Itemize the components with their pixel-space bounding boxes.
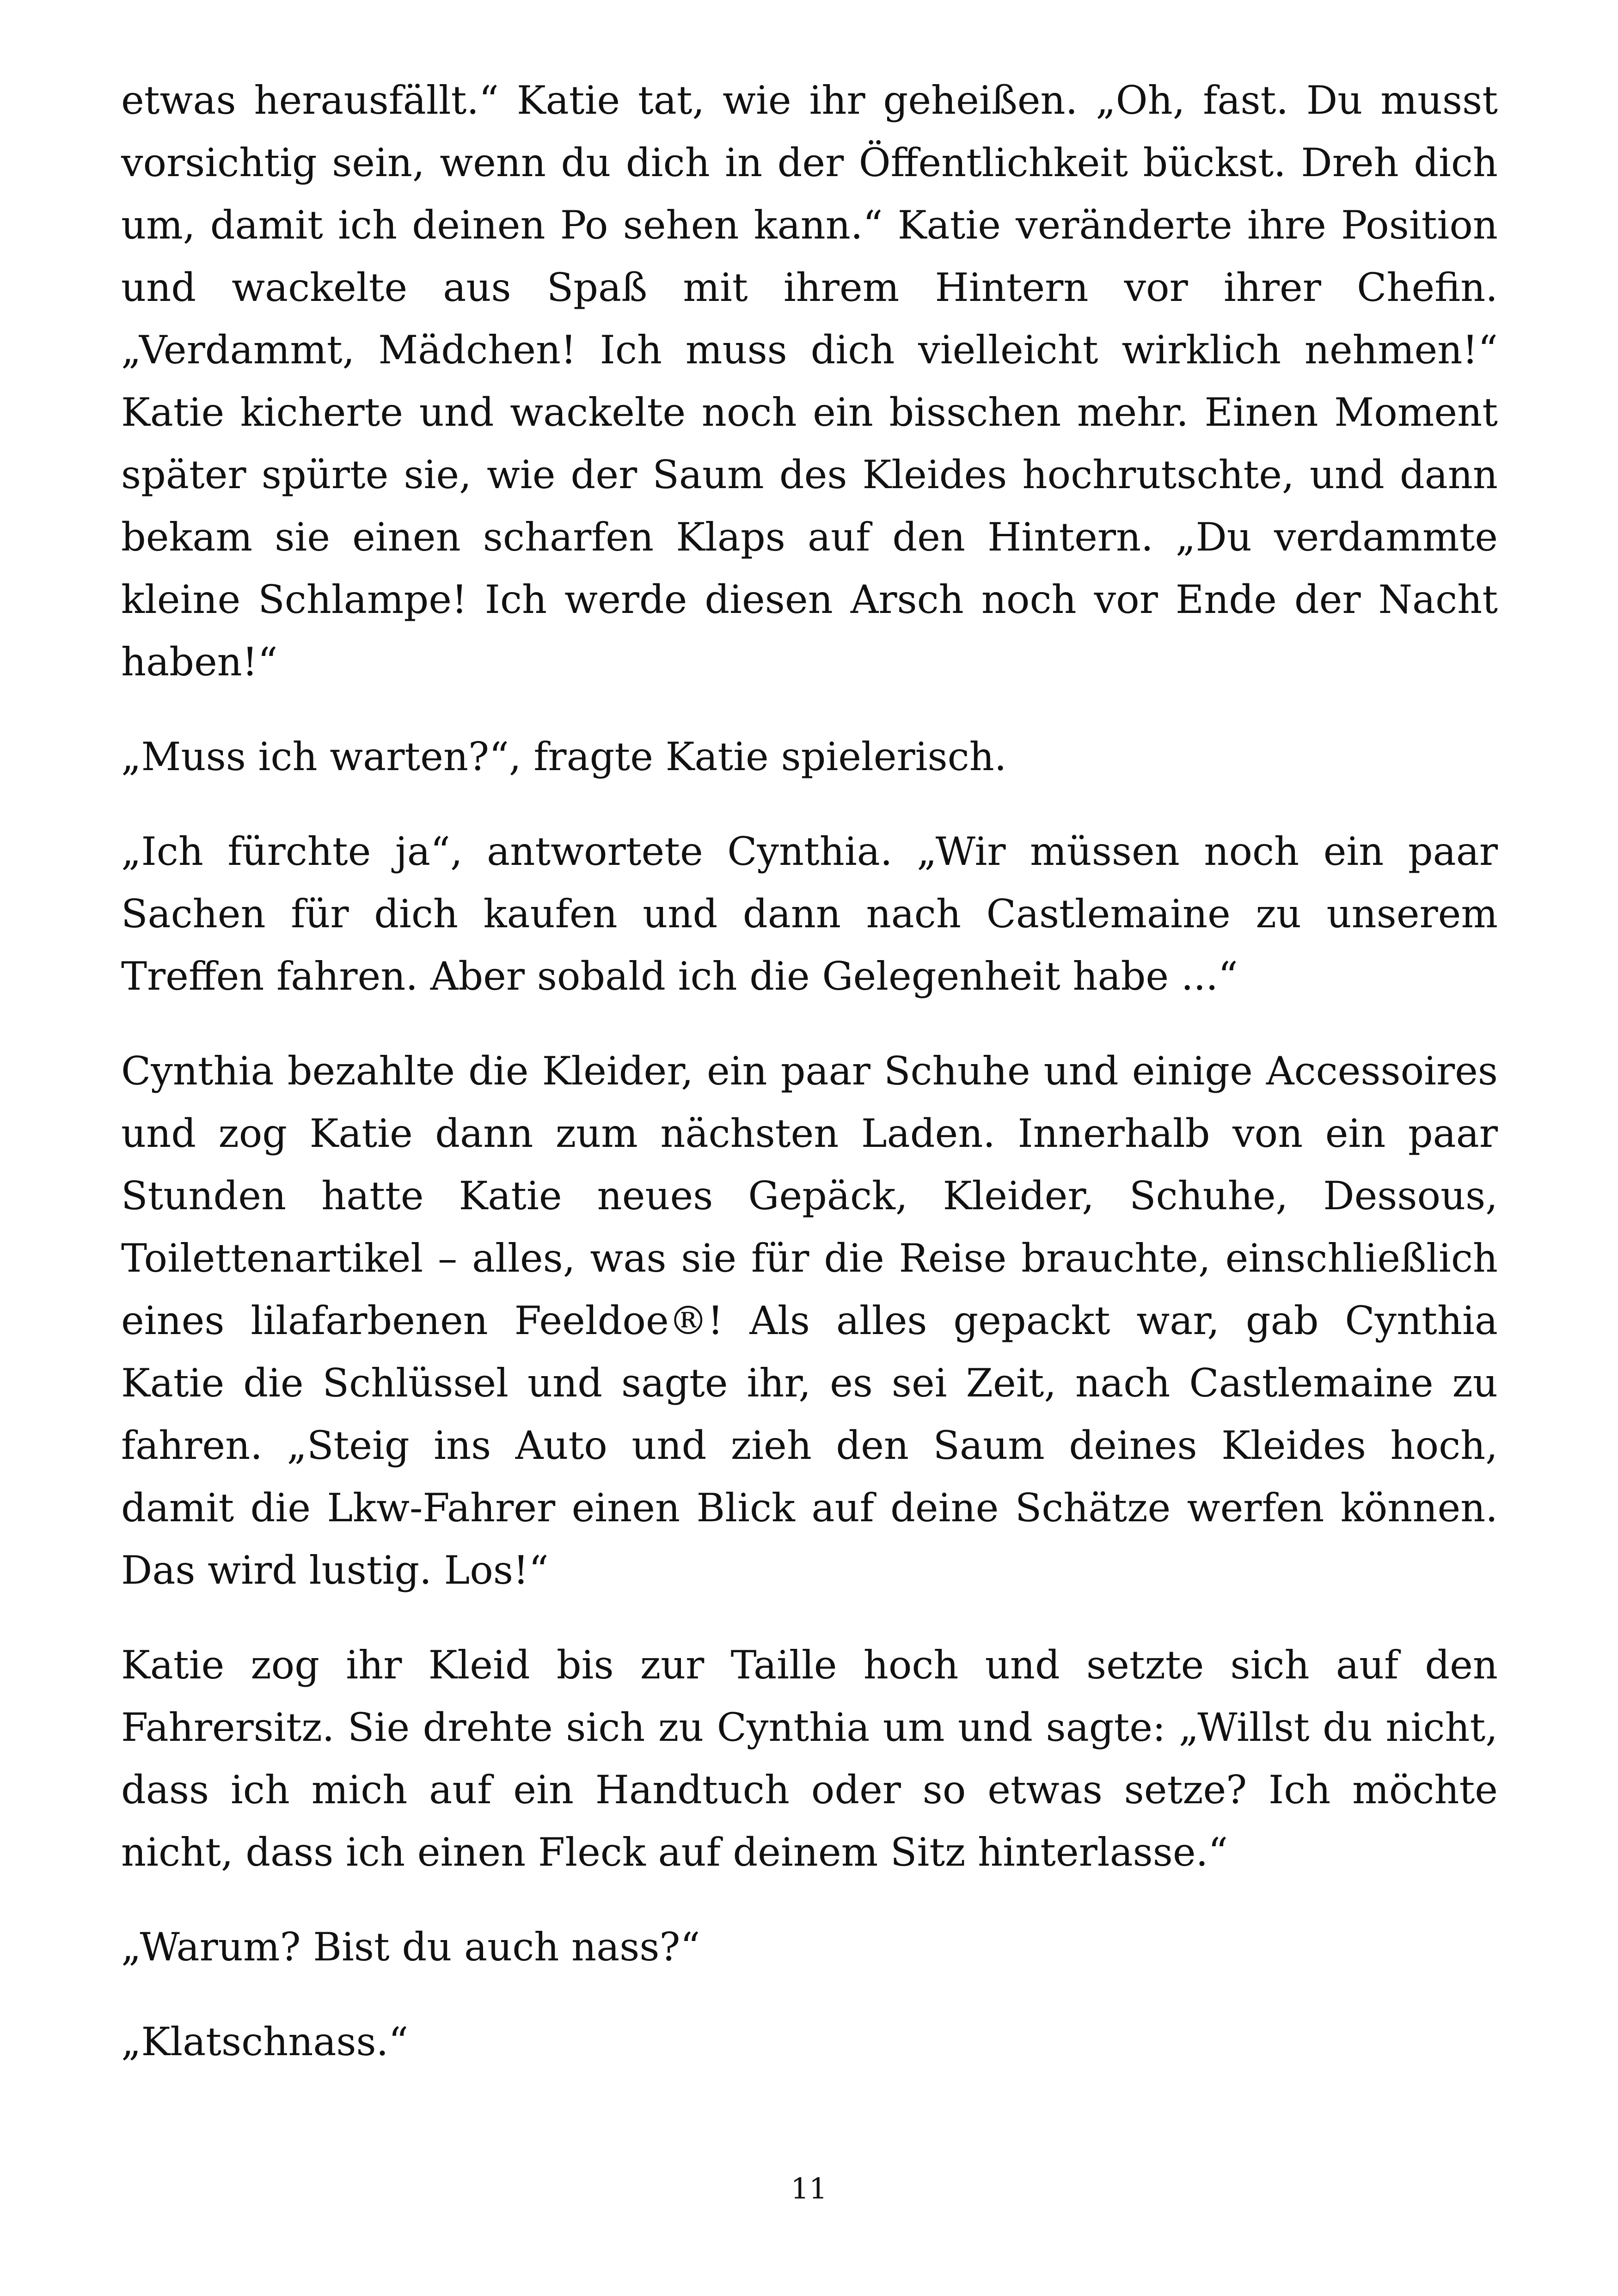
paragraph-2: „Muss ich warten?“, fragte Katie spielerisch. <box>121 734 1007 779</box>
page-number: 11 <box>791 2172 827 2205</box>
paragraph-4: Cynthia bezahlte die Kleider, ein paar Schuhe und einige Accessoires und zog Katie dann zum nächsten Laden. Innerhalb von ein paar Stunden hatte Katie neues Gepäck, Kleider, Schuhe, Dessous, Toilettenartikel – alles, was sie für die Reise brauchte, einschließlich eines lilafarbenen Feeldoe®! Als alles gepackt war, gab Cynthia Katie die Schlüssel und sagte ihr, es sei Zeit, nach Castlemaine zu fahren. „Steig ins Auto und zieh den Saum deines Kleides hoch, damit die Lkw-Fahrer einen Blick auf deine Schätze werfen können. Das wird lustig. Los!“ <box>121 1048 1498 1593</box>
paragraph-7: „Klatschnass.“ <box>121 2019 409 2064</box>
paragraph-6: „Warum? Bist du auch nass?“ <box>121 1924 700 1970</box>
paragraph-5: Katie zog ihr Kleid bis zur Taille hoch und setzte sich auf den Fahrersitz. Sie drehte sich zu Cynthia um und sagte: „Willst du nicht, dass ich mich auf ein Handtuch oder so etwas setze? Ich möchte nicht, dass ich einen Fleck auf deinem Sitz hinterlasse.“ <box>121 1642 1498 1875</box>
paragraph-3: „Ich fürchte ja“, antwortete Cynthia. „Wir müssen noch ein paar Sachen für dich kaufen und dann nach Castlemaine zu unserem Treffen fahren. Aber sobald ich die Gelegenheit habe ...“ <box>121 829 1498 999</box>
paragraph-1: etwas herausfällt.“ Katie tat, wie ihr geheißen. „Oh, fast. Du musst vorsichtig sein, wenn du dich in der Öffentlichkeit bückst. Dreh dich um, damit ich deinen Po sehen kann.“ Katie veränderte ihre Position und wackelte aus Spaß mit ihrem Hintern vor ihrer Chefin. „Verdammt, Mädchen! Ich muss dich vielleicht wirklich nehmen!“ Katie kicherte und wackelte noch ein bisschen mehr. Einen Moment später spürte sie, wie der Saum des Kleides hochrutschte, und dann bekam sie einen scharfen Klaps auf den Hintern. „Du verdammte kleine Schlampe! Ich werde diesen Arsch noch vor Ende der Nacht haben!“ <box>121 78 1498 685</box>
page-body <box>121 69 1498 2106</box>
